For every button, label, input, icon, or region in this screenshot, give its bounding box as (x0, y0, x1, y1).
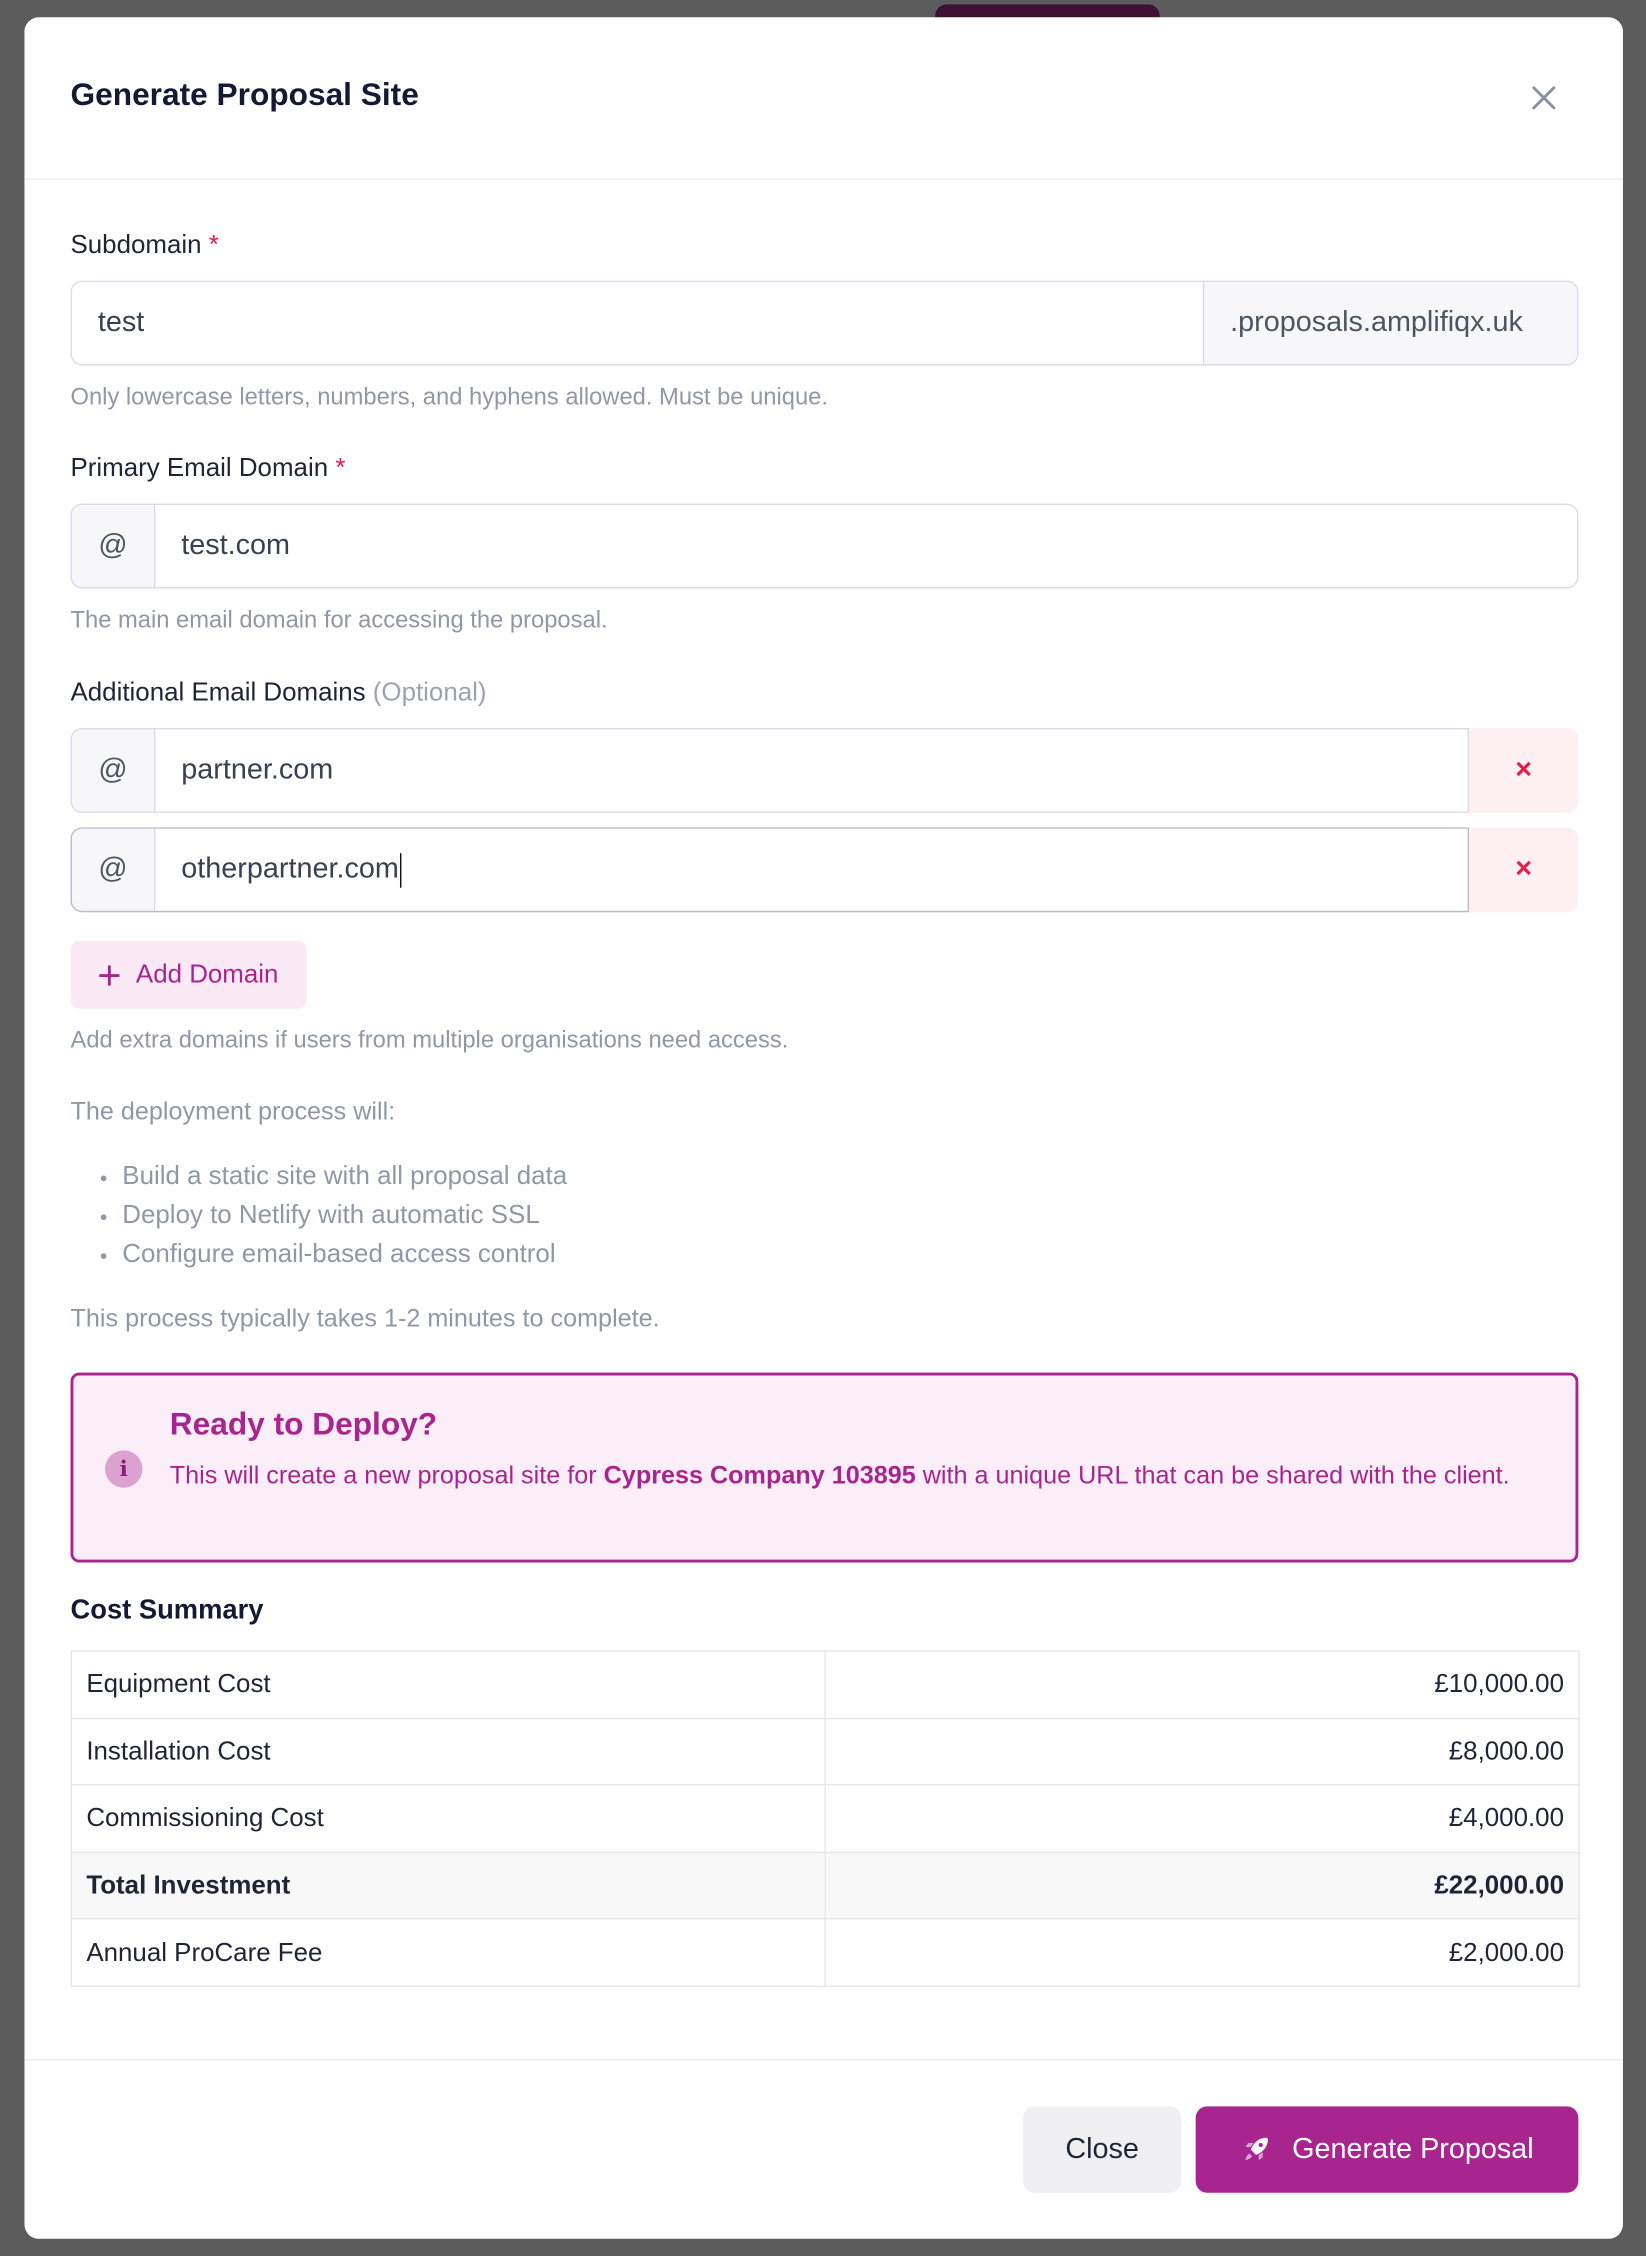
additional-domains-help: Add extra domains if users from multiple organisations need access. (70, 1027, 789, 1054)
add-domain-button[interactable] (71, 941, 307, 1009)
text-cursor (400, 852, 401, 887)
modal-title: Generate Proposal Site (70, 76, 419, 113)
cost-summary-title: Cost Summary (70, 1595, 264, 1626)
close-icon[interactable] (1527, 81, 1562, 116)
subdomain-help: Only lowercase letters, numbers, and hyphens allowed. Must be unique. (70, 384, 828, 411)
info-icon: i (105, 1450, 142, 1487)
add-domain-label: Add Domain (135, 959, 279, 989)
cost-summary-table (71, 1650, 1580, 1987)
additional-domain-row (71, 827, 1579, 912)
alert-title: Ready to Deploy? (169, 1405, 438, 1442)
at-prefix: @ (72, 829, 155, 911)
at-prefix: @ (72, 729, 155, 811)
generate-proposal-button[interactable] (1196, 2106, 1579, 2192)
alert-text: This will create a new proposal site for Cypress Company 103895 with a unique URL that can be shared with the client. (169, 1460, 1510, 1490)
table-row: Annual ProCare Fee £2,000.00 (71, 1919, 1579, 1986)
at-prefix: @ (72, 505, 155, 587)
table-row: Installation Cost £8,000.00 (71, 1718, 1579, 1785)
company-name: Cypress Company 103895 (603, 1460, 916, 1490)
additional-domain-input[interactable]: partner.com (155, 729, 1467, 811)
rocket-icon (1240, 2134, 1272, 2166)
process-steps (71, 1157, 1631, 1274)
additional-domains-label: Additional Email Domains (Optional) (70, 677, 487, 707)
ready-to-deploy-alert (71, 1373, 1579, 1563)
modal-footer-divider (24, 2059, 1623, 2060)
total-row: Total Investment £22,000.00 (71, 1852, 1579, 1919)
primary-email-field[interactable] (71, 504, 1579, 589)
plus-icon (99, 963, 122, 986)
remove-domain-button[interactable]: × (1469, 827, 1578, 912)
table-row: Commissioning Cost £4,000.00 (71, 1785, 1579, 1852)
subdomain-suffix: .proposals.amplifiqx.uk (1203, 282, 1577, 364)
process-step: • Deploy to Netlify with automatic SSL (122, 1196, 1630, 1235)
generate-proposal-modal (24, 17, 1623, 2239)
primary-email-input[interactable]: test.com (155, 505, 1577, 587)
process-note: This process typically takes 1-2 minutes to complete. (70, 1303, 660, 1333)
process-step: • Configure email-based access control (122, 1234, 1630, 1273)
primary-email-label: Primary Email Domain * (70, 453, 346, 483)
subdomain-input[interactable]: test (72, 282, 1203, 364)
process-step: • Build a static site with all proposal data (122, 1157, 1630, 1196)
subdomain-label: Subdomain * (70, 230, 219, 259)
modal-header (24, 17, 1623, 180)
subdomain-field[interactable] (71, 281, 1579, 366)
additional-domain-row (71, 728, 1579, 813)
additional-domain-input[interactable]: otherpartner.com (155, 829, 1467, 911)
table-row: Equipment Cost £10,000.00 (71, 1651, 1579, 1718)
process-intro: The deployment process will: (70, 1096, 396, 1126)
primary-email-help: The main email domain for accessing the proposal. (70, 607, 608, 634)
additional-domain-field[interactable] (71, 827, 1470, 912)
generate-proposal-label: Generate Proposal (1292, 2133, 1534, 2165)
remove-domain-button[interactable]: × (1469, 728, 1578, 813)
close-button[interactable]: Close (1023, 2106, 1181, 2192)
additional-domain-field[interactable] (71, 728, 1470, 813)
